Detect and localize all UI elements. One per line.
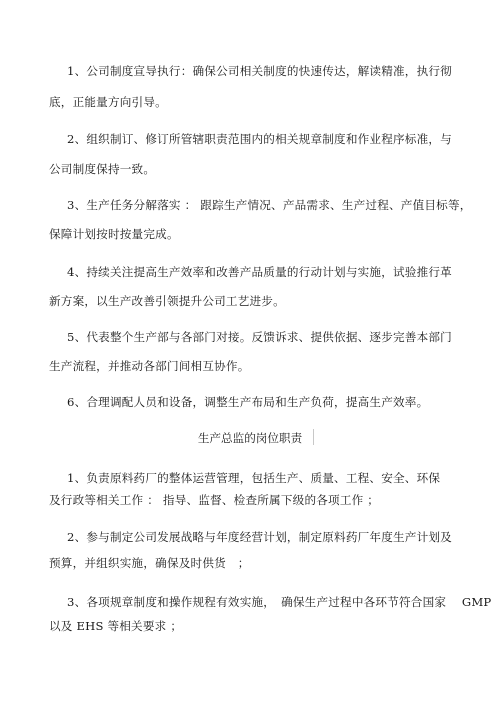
paragraph-3-line-2: 保障计划按时按量完成。	[49, 227, 179, 241]
section-paragraph-3-line-1: 3、各项规章制度和操作规程有效实施， 确保生产过程中各环节符合国家 GMP	[67, 595, 492, 609]
paragraph-2-line-1: 2、组织制订、修订所管辖职责范围内的相关规章制度和作业程序标准，与	[67, 132, 452, 146]
paragraph-2-line-2: 公司制度保持一致。	[49, 162, 156, 176]
section-paragraph-1-line-1: 1、负责原料药厂的整体运营管理，包括生产、质量、工程、安全、环保	[67, 471, 441, 485]
paragraph-3-line-1: 3、生产任务分解落实 ： 跟踪生产情况、产品需求、生产过程、产值目标等，	[67, 198, 472, 212]
paragraph-1-line-1: 1、公司制度宣导执行：确保公司相关制度的快速传达，解读精准，执行彻	[67, 64, 452, 78]
paragraph-5-line-2: 生产流程，并推动各部门间相互协作。	[49, 359, 250, 373]
paragraph-6-line-1: 6、合理调配人员和设备，调整生产布局和生产负荷，提高生产效率。	[67, 395, 429, 409]
paragraph-4-line-1: 4、持续关注提高生产效率和改善产品质量的行动计划与实施，试验推行革	[67, 265, 452, 279]
title-divider	[313, 429, 314, 445]
section-paragraph-1-line-2: 及行政等相关工作 ： 指导、监督、检查所属下级的各项工作 ；	[49, 493, 380, 507]
paragraph-4-line-2: 新方案，以生产改善引领提升公司工艺进步。	[49, 294, 285, 308]
section-paragraph-3-line-2: 以及 EHS 等相关要求 ；	[49, 619, 183, 633]
paragraph-5-line-1: 5、代表整个生产部与各部门对接。反馈诉求、提供依据、逐步完善本部门	[67, 330, 452, 344]
section-paragraph-2-line-2: 预算，并组织实施，确保及时供货 ；	[49, 556, 250, 570]
paragraph-1-line-2: 底，正能量方向引导。	[49, 95, 167, 109]
section-paragraph-2-line-1: 2、参与制定公司发展战略与年度经营计划，制定原料药厂年度生产计划及	[67, 530, 452, 544]
section-title: 生产总监的岗位职责	[197, 431, 303, 445]
